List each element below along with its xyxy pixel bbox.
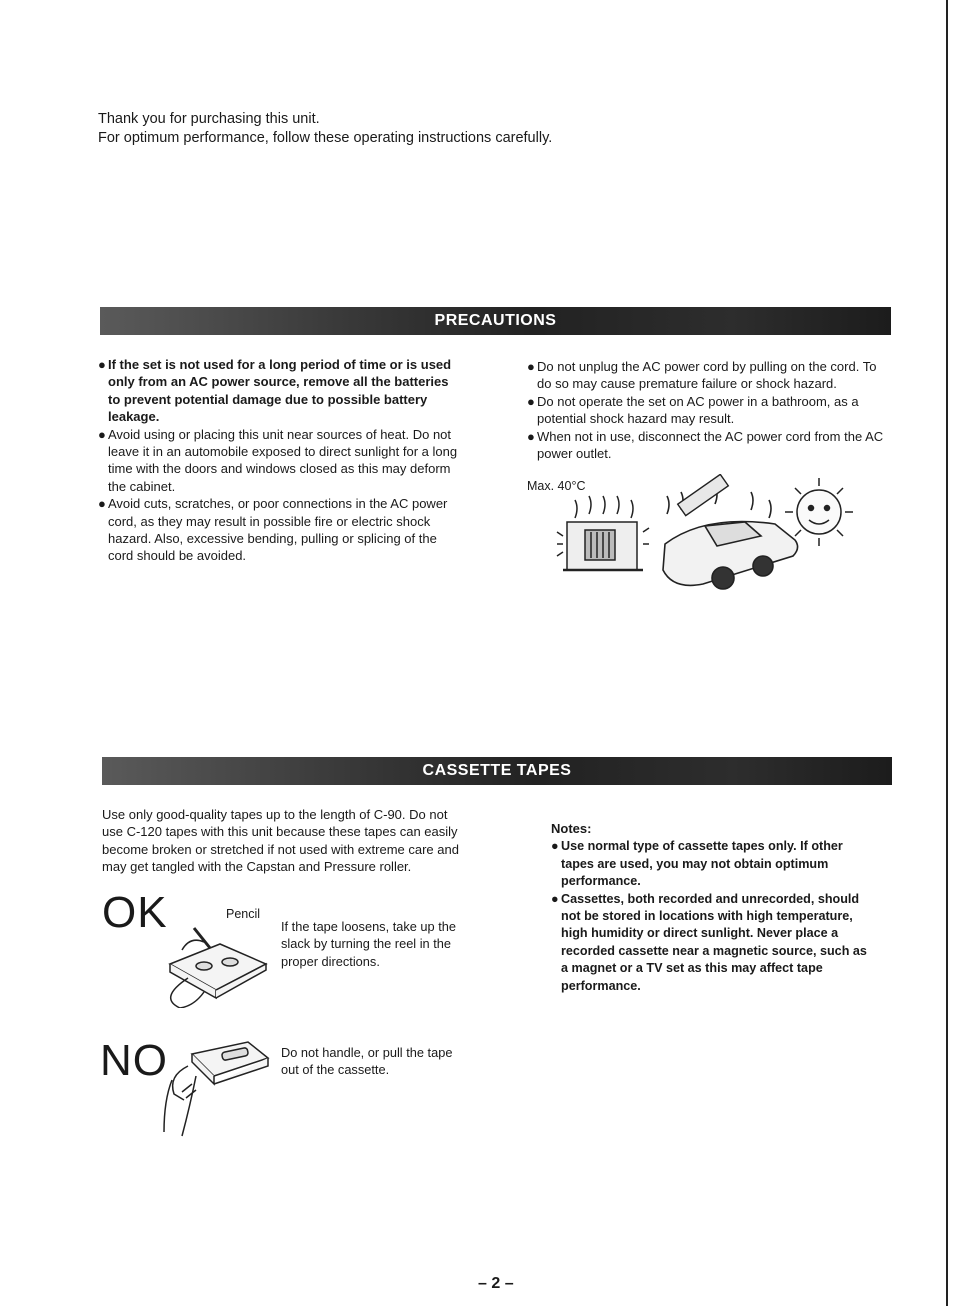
no-cassette-hand-illustration bbox=[138, 1036, 274, 1140]
precautions-left-column bbox=[98, 356, 464, 565]
precaution-item: ● When not in use, disconnect the AC power cord from the AC power outlet. bbox=[527, 428, 884, 462]
heat-hazard-illustration bbox=[555, 474, 865, 599]
pencil-label: Pencil bbox=[226, 907, 261, 921]
cassette-intro bbox=[102, 806, 469, 876]
notes-title: Notes: bbox=[551, 821, 592, 836]
precautions-title: PRECAUTIONS bbox=[434, 312, 557, 329]
sun-icon bbox=[785, 478, 853, 546]
note-item: ● Use normal type of cassette tapes only. If other tapes are used, you may not obtain optimum performance. bbox=[551, 839, 843, 889]
page-edge-rule bbox=[946, 0, 948, 1306]
ok-label: OK bbox=[102, 888, 168, 937]
cassette-notes bbox=[551, 820, 873, 995]
cassette-intro-text: Use only good-quality tapes up to the length of C-90. Do not use C-120 tapes with this unit because these tapes can easily become broken or stretched if not used with extreme care and may get tangled with the Capstan and Pressure roller. bbox=[102, 807, 459, 875]
note-item: ● Cassettes, both recorded and unrecorded, should not be stored in locations with high temperature, high humidity or direct sunlight. Never place a recorded cassette near a magnetic source, such as a magnet or a TV set as this may affect tape performance. bbox=[551, 891, 867, 993]
precaution-item: ● Do not operate the set on AC power in a bathroom, as a potential shock hazard may result. bbox=[527, 393, 859, 427]
cassette-tapes-banner bbox=[102, 757, 892, 785]
radio-device-icon bbox=[678, 474, 729, 515]
ok-caption: If the tape loosens, take up the slack by turning the reel in the proper directions. bbox=[281, 919, 457, 969]
ok-cassette-pencil-illustration bbox=[158, 920, 274, 1008]
precaution-item: ● Avoid cuts, scratches, or poor connections in the AC power cord, as they may result in possible fire or electric shock hazard. Also, excessive bending, pulling or splicing of the cord should be avoided. bbox=[98, 496, 448, 564]
intro-line-2: For optimum performance, follow these operating instructions carefully. bbox=[98, 130, 553, 146]
no-caption: Do not handle, or pull the tape out of the cassette. bbox=[281, 1045, 453, 1078]
precaution-item: ● Avoid using or placing this unit near sources of heat. Do not leave it in an automobile exposed to direct sunlight for a long time with the doors and windows closed as this may deform the cabinet. bbox=[98, 426, 458, 494]
intro-text bbox=[98, 110, 798, 148]
intro-line-1: Thank you for purchasing this unit. bbox=[98, 111, 320, 127]
cassette-tapes-title: CASSETTE TAPES bbox=[422, 762, 572, 779]
page-number: – 2 – bbox=[478, 1275, 514, 1292]
precautions-right-column bbox=[527, 358, 891, 462]
precaution-item: ● Do not unplug the AC power cord by pulling on the cord. To do so may cause premature failure or shock hazard. bbox=[527, 359, 877, 392]
no-label: NO bbox=[100, 1036, 168, 1085]
precautions-banner bbox=[100, 307, 891, 335]
heater-icon bbox=[557, 496, 649, 570]
max-temp-label: Max. 40°C bbox=[527, 479, 586, 493]
precaution-item: ● If the set is not used for a long period of time or is used only from an AC power source, remove all the batteries to prevent potential damage due to possible battery leakage. bbox=[98, 357, 452, 425]
